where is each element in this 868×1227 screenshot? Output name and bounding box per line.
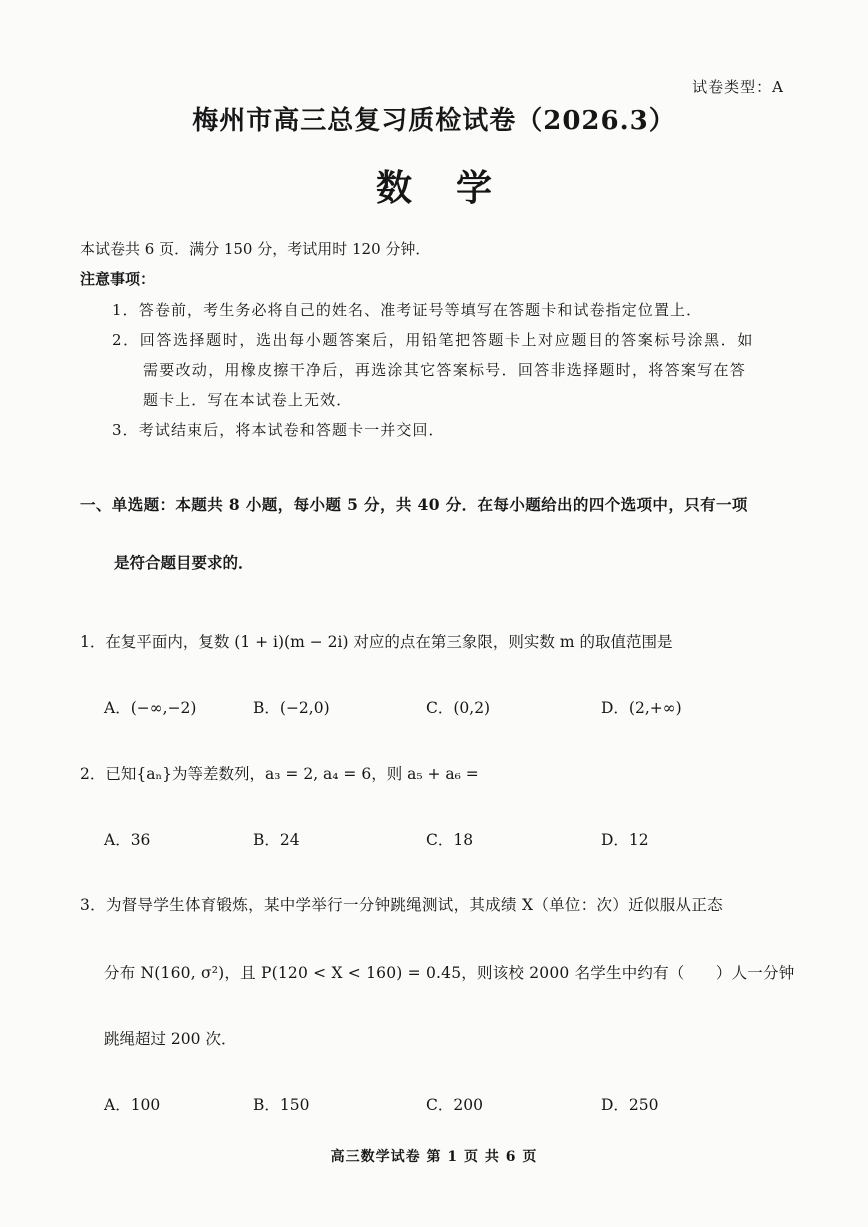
question-3-option-a: A．100	[104, 1096, 161, 1114]
exam-intro: 本试卷共 6 页．满分 150 分，考试用时 120 分钟．	[80, 240, 431, 258]
question-1-option-c: C．(0,2)	[426, 699, 491, 717]
notice-item-3: 3．考试结束后，将本试卷和答题卡一并交回．	[112, 421, 445, 439]
question-3-option-b: B．150	[253, 1096, 310, 1114]
subject-title: 数学	[375, 167, 536, 209]
notice-item-2-line-3: 题卡上．写在本试卷上无效．	[143, 391, 353, 409]
paper-type-label: 试卷类型：A	[692, 78, 784, 96]
question-2-option-b: B．24	[253, 831, 300, 849]
notice-heading: 注意事项：	[80, 270, 156, 288]
page-footer: 高三数学试卷 第 1 页 共 6 页	[330, 1149, 538, 1165]
section-heading: 一、单选题：本题共 8 小题，每小题 5 分，共 40 分．在每小题给出的四个选项中，只有一项	[80, 495, 748, 514]
question-3-stem-line-2: 分布 N(160, σ²)，且 P(120 < X < 160) = 0.45，则该校 2000 名学生中约有（ ）人一分钟	[104, 964, 795, 982]
notice-item-1: 1．答卷前，考生务必将自己的姓名、准考证号等填写在答题卡和试卷指定位置上．	[112, 301, 703, 319]
question-2-option-d: D．12	[601, 831, 649, 849]
question-3-stem-line-3: 跳绳超过 200 次．	[104, 1030, 237, 1048]
question-1-option-d: D．(2,+∞)	[601, 699, 682, 717]
question-2-stem: 2．已知{aₙ}为等差数列，a₃ = 2, a₄ = 6，则 a₅ + a₆ =	[80, 765, 479, 783]
question-3-option-c: C．200	[426, 1096, 483, 1114]
exam-title: 梅州市高三总复习质检试卷（2026.3）	[192, 106, 676, 136]
notice-item-2-line-1: 2．回答选择题时，选出每小题答案后，用铅笔把答题卡上对应题目的答案标号涂黑．如	[112, 331, 754, 349]
notice-item-2-line-2: 需要改动，用橡皮擦干净后，再选涂其它答案标号．回答非选择题时，将答案写在答	[143, 361, 747, 379]
question-1-stem: 1．在复平面内，复数 (1 + i)(m − 2i) 对应的点在第三象限，则实数 m 的取值范围是	[80, 633, 673, 651]
question-1-option-a: A．(−∞,−2)	[104, 699, 197, 717]
question-3-option-d: D．250	[601, 1096, 659, 1114]
question-2-option-a: A．36	[104, 831, 151, 849]
question-3-stem-line-1: 3．为督导学生体育锻炼，某中学举行一分钟跳绳测试，其成绩 X（单位：次）近似服从正态	[80, 896, 723, 914]
question-2-option-c: C．18	[426, 831, 474, 849]
question-1-option-b: B．(−2,0)	[253, 699, 330, 717]
section-heading-continued: 是符合题目要求的．	[114, 553, 254, 572]
